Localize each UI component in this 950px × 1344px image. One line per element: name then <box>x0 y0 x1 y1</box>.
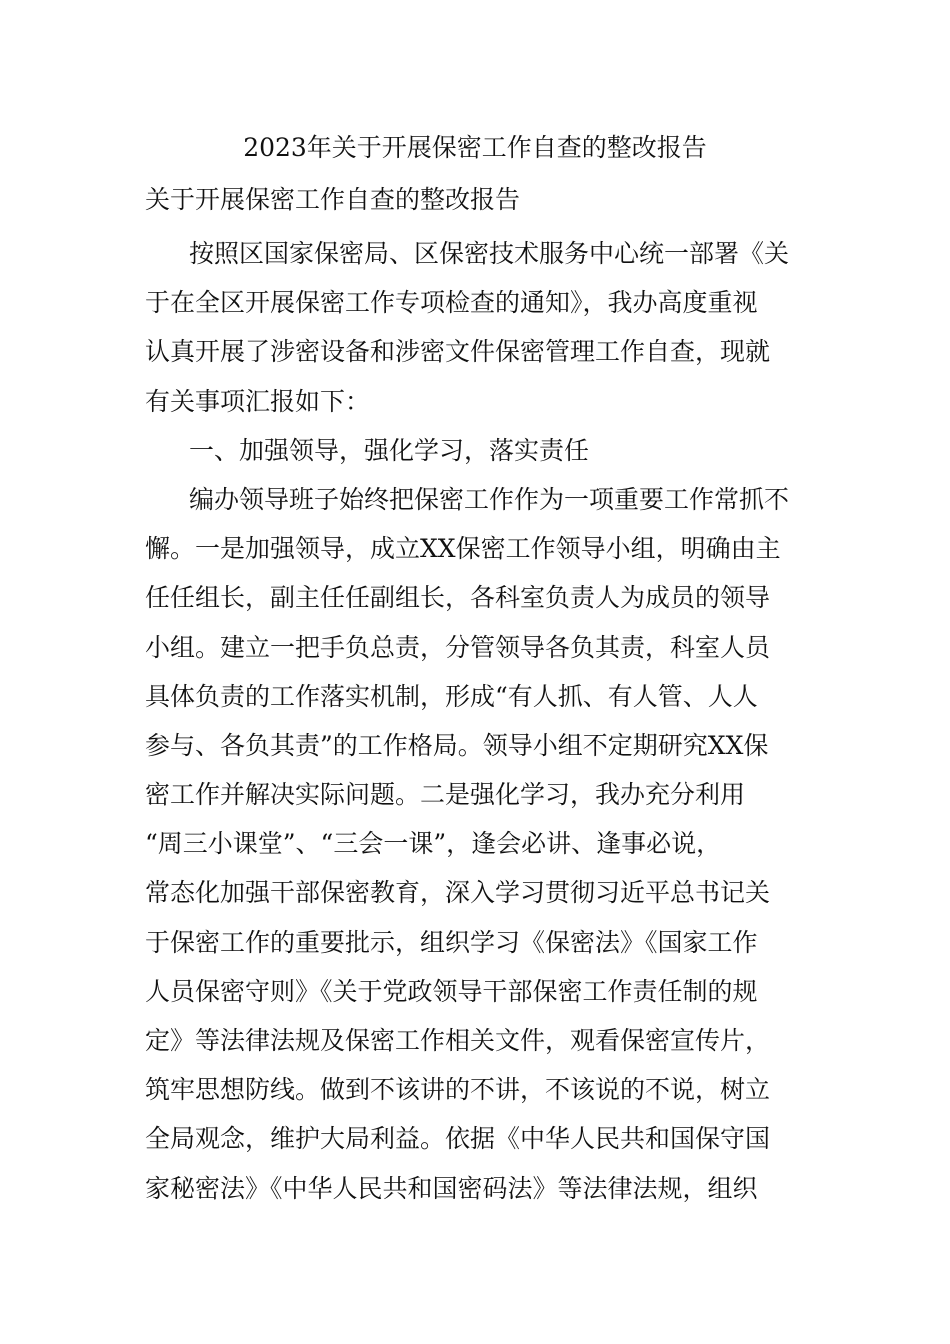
line-text: 人员保密守则》《关于党政领导干部保密工作责任制的规 <box>145 976 758 1006</box>
line-text: 家秘密法》《中华人民共和国密码法》等法律法规，组织 <box>145 1173 758 1203</box>
line-text: 编办领导班子始终把保密工作作为一项重要工作常抓不 <box>189 484 790 514</box>
line-text: 认真开展了涉密设备和涉密文件保密管理工作自查，现就 <box>145 337 771 367</box>
paragraph-line <box>145 918 815 967</box>
paragraph-line <box>145 1164 815 1213</box>
document-title: 2023年关于开展保密工作自查的整改报告 <box>243 133 707 162</box>
paragraph-line <box>145 1114 815 1163</box>
document-subtitle: 关于开展保密工作自查的整改报告 <box>145 185 521 214</box>
line-text: 小组。建立一把手负总责，分管领导各负其责，科室人员 <box>145 632 771 662</box>
paragraph-line <box>145 770 815 819</box>
section-heading <box>145 426 815 475</box>
paragraph-line <box>145 524 815 573</box>
paragraph-line <box>145 229 815 278</box>
paragraph-line <box>145 377 815 426</box>
paragraph-line <box>145 721 815 770</box>
paragraph-line <box>145 573 815 622</box>
line-text: 懈。一是加强领导，成立XX保密工作领导小组，明确由主 <box>145 534 781 564</box>
line-text: 全局观念，维护大局利益。依据《中华人民共和国保守国 <box>145 1124 771 1154</box>
line-text: 于在全区开展保密工作专项检查的通知》，我办高度重视 <box>145 288 758 318</box>
paragraph-line <box>145 819 815 868</box>
paragraph-line <box>145 475 815 524</box>
line-text: 定》等法律法规及保密工作相关文件，观看保密宣传片， <box>145 1026 771 1055</box>
line-text: 参与、各负其责”的工作格局。领导小组不定期研究XX保 <box>145 730 769 760</box>
paragraph-line <box>145 327 815 376</box>
line-text: 按照区国家保密局、区保密技术服务中心统一部署《关 <box>189 239 790 268</box>
paragraph-line <box>145 1016 815 1065</box>
document-body <box>145 229 815 1213</box>
line-text: 密工作并解决实际问题。二是强化学习，我办充分利用 <box>145 780 746 810</box>
line-text: 任任组长，副主任任副组长，各科室负责人为成员的领导 <box>145 583 771 613</box>
section-heading-text: 一、加强领导，强化学习，落实责任 <box>189 435 590 465</box>
line-text: 于保密工作的重要批示，组织学习《保密法》《国家工作 <box>145 927 758 957</box>
paragraph-line <box>145 672 815 721</box>
line-text: 具体负责的工作落实机制，形成“有人抓、有人管、人人 <box>145 681 758 711</box>
paragraph-line <box>145 623 815 672</box>
line-text: 常态化加强干部保密教育，深入学习贯彻习近平总书记关 <box>145 878 771 908</box>
line-text: 筑牢思想防线。做到不该讲的不讲，不该说的不说，树立 <box>145 1075 771 1105</box>
line-text: “周三小课堂”、“三会一课”，逢会必讲、逢事必说， <box>145 829 722 859</box>
paragraph-line <box>145 278 815 327</box>
line-text: 有关事项汇报如下： <box>145 386 371 416</box>
paragraph-line <box>145 967 815 1016</box>
paragraph-line <box>145 868 815 917</box>
paragraph-line <box>145 1065 815 1114</box>
